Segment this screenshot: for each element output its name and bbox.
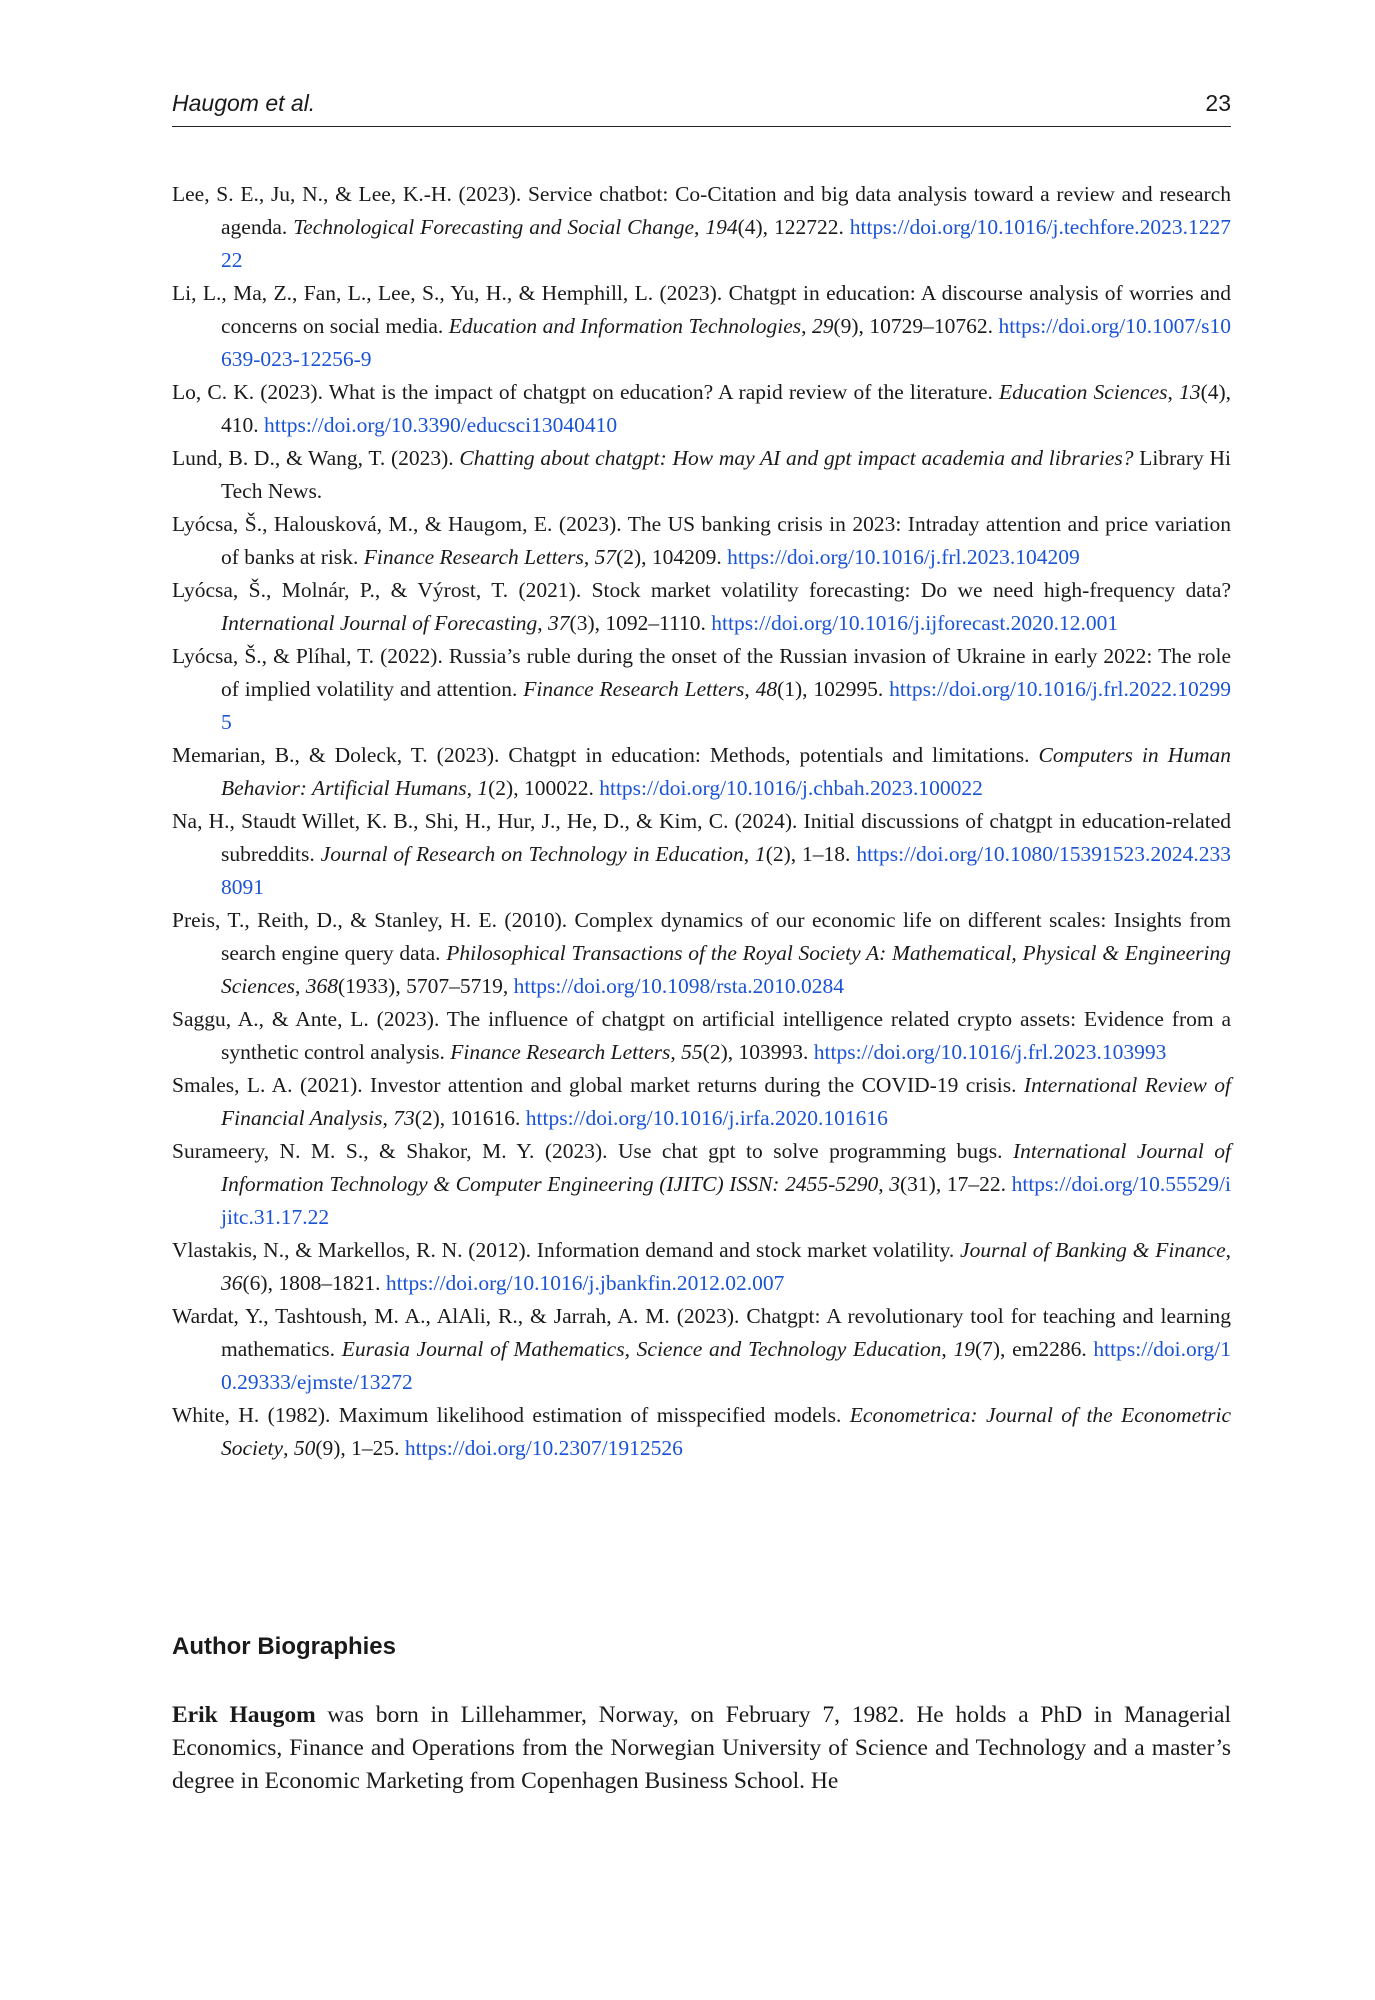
reference-item: Lyócsa, Š., Molnár, P., & Výrost, T. (2021). Stock market volatility forecasting: Do we need high-frequency data? International Journal of Forecasting, 37(3), 1092–1110. https://doi.org/10.1016/j.ijforecast.2020.12.001	[172, 578, 1231, 635]
page-number: 23	[1205, 90, 1231, 116]
author-biography	[172, 1699, 1231, 1798]
doi-link[interactable]: https://doi.org/10.29333/ejmste/13272	[221, 1337, 1231, 1394]
doi-link[interactable]: https://doi.org/10.1016/j.ijforecast.2020.12.001	[711, 611, 1119, 635]
section-title: Author Biographies	[172, 1633, 397, 1660]
author-name: Erik Haugom	[172, 1701, 316, 1728]
reference-item: Lyócsa, Š., & Plíhal, T. (2022). Russia’s ruble during the onset of the Russian invasion of Ukraine in early 2022: The role of implied volatility and attention. Finance Research Letters, 48(1), 102995. https://doi.org/10.1016/j.frl.2022.102995	[172, 644, 1231, 734]
doi-link[interactable]: https://doi.org/10.1016/j.frl.2023.104209	[727, 545, 1080, 569]
reference-item: Surameery, N. M. S., & Shakor, M. Y. (2023). Use chat gpt to solve programming bugs. International Journal of Information Technology & Computer Engineering (IJITC) ISSN: 2455-5290, 3(31), 17–22. https://doi.org/10.55529/ijitc.31.17.22	[172, 1139, 1231, 1229]
doi-link[interactable]: https://doi.org/10.1098/rsta.2010.0284	[513, 974, 845, 998]
reference-list	[172, 178, 1231, 1465]
reference-item: Na, H., Staudt Willet, K. B., Shi, H., Hur, J., He, D., & Kim, C. (2024). Initial discussions of chatgpt in education-related subreddits. Journal of Research on Technology in Education, 1(2), 1–18. https://doi.org/10.1080/15391523.2024.2338091	[172, 809, 1231, 899]
doi-link[interactable]: https://doi.org/10.1016/j.jbankfin.2012.02.007	[385, 1271, 785, 1295]
doi-link[interactable]: https://doi.org/10.1016/j.chbah.2023.100022	[599, 776, 983, 800]
reference-item: Memarian, B., & Doleck, T. (2023). Chatgpt in education: Methods, potentials and limitations. Computers in Human Behavior: Artificial Humans, 1(2), 100022. https://doi.org/10.1016/j.chbah.2023.100022	[172, 743, 1231, 800]
reference-item: Lo, C. K. (2023). What is the impact of chatgpt on education? A rapid review of the literature. Education Sciences, 13(4), 410. https://doi.org/10.3390/educsci13040410	[172, 380, 1232, 437]
page-header	[172, 86, 1231, 127]
doi-link[interactable]: https://doi.org/10.1016/j.techfore.2023.122722	[221, 215, 1231, 272]
reference-item: Vlastakis, N., & Markellos, R. N. (2012). Information demand and stock market volatility. Journal of Banking & Finance, 36(6), 1808–1821. https://doi.org/10.1016/j.jbankfin.2012.02.007	[172, 1238, 1232, 1295]
doi-link[interactable]: https://doi.org/10.55529/ijitc.31.17.22	[221, 1172, 1231, 1229]
reference-item: Li, L., Ma, Z., Fan, L., Lee, S., Yu, H., & Hemphill, L. (2023). Chatgpt in education: A discourse analysis of worries and concerns on social media. Education and Information Technologies, 29(9), 10729–10762. https://doi.org/10.1007/s10639-023-12256-9	[172, 281, 1231, 371]
reference-item: Lee, S. E., Ju, N., & Lee, K.-H. (2023). Service chatbot: Co-Citation and big data analysis toward a review and research agenda. Technological Forecasting and Social Change, 194(4), 122722. https://doi.org/10.1016/j.techfore.2023.122722	[172, 182, 1231, 272]
doi-link[interactable]: https://doi.org/10.1016/j.frl.2023.103993	[813, 1040, 1167, 1064]
biography-text: was born in Lillehammer, Norway, on February 7, 1982. He holds a PhD in Managerial Economics, Finance and Operations from the Norwegian University of Science and Technology and a master’s degree in Economic Marketing from Copenhagen Business School. He	[172, 1701, 1231, 1794]
doi-link[interactable]: https://doi.org/10.1007/s10639-023-12256-9	[221, 314, 1231, 371]
doi-link[interactable]: https://doi.org/10.2307/1912526	[404, 1436, 683, 1460]
doi-link[interactable]: https://doi.org/10.1016/j.irfa.2020.101616	[525, 1106, 888, 1130]
doi-link[interactable]: https://doi.org/10.3390/educsci13040410	[264, 413, 618, 437]
reference-item: Lyócsa, Š., Halousková, M., & Haugom, E. (2023). The US banking crisis in 2023: Intraday attention and price variation of banks at risk. Finance Research Letters, 57(2), 104209. https://doi.org/10.1016/j.frl.2023.104209	[172, 512, 1231, 569]
reference-item: Wardat, Y., Tashtoush, M. A., AlAli, R., & Jarrah, A. M. (2023). Chatgpt: A revolutionary tool for teaching and learning mathematics. Eurasia Journal of Mathematics, Science and Technology Education, 19(7), em2286. https://doi.org/10.29333/ejmste/13272	[172, 1304, 1231, 1394]
running-head: Haugom et al.	[172, 90, 316, 116]
reference-item: Smales, L. A. (2021). Investor attention and global market returns during the COVID-19 crisis. International Review of Financial Analysis, 73(2), 101616. https://doi.org/10.1016/j.irfa.2020.101616	[172, 1073, 1232, 1130]
reference-item: Lund, B. D., & Wang, T. (2023). Chatting about chatgpt: How may AI and gpt impact academia and libraries? Library Hi Tech News.	[172, 446, 1231, 503]
reference-item: White, H. (1982). Maximum likelihood estimation of misspecified models. Econometrica: Journal of the Econometric Society, 50(9), 1–25. https://doi.org/10.2307/1912526	[172, 1403, 1231, 1460]
reference-item: Preis, T., Reith, D., & Stanley, H. E. (2010). Complex dynamics of our economic life on different scales: Insights from search engine query data. Philosophical Transactions of the Royal Society A: Mathematical, Physical & Engineering Sciences, 368(1933), 5707–5719, https://doi.org/10.1098/rsta.2010.0284	[172, 908, 1231, 998]
doi-link[interactable]: https://doi.org/10.1016/j.frl.2022.102995	[221, 677, 1231, 734]
doi-link[interactable]: https://doi.org/10.1080/15391523.2024.2338091	[221, 842, 1231, 899]
reference-item: Saggu, A., & Ante, L. (2023). The influence of chatgpt on artificial intelligence related crypto assets: Evidence from a synthetic control analysis. Finance Research Letters, 55(2), 103993. https://doi.org/10.1016/j.frl.2023.103993	[172, 1007, 1231, 1064]
